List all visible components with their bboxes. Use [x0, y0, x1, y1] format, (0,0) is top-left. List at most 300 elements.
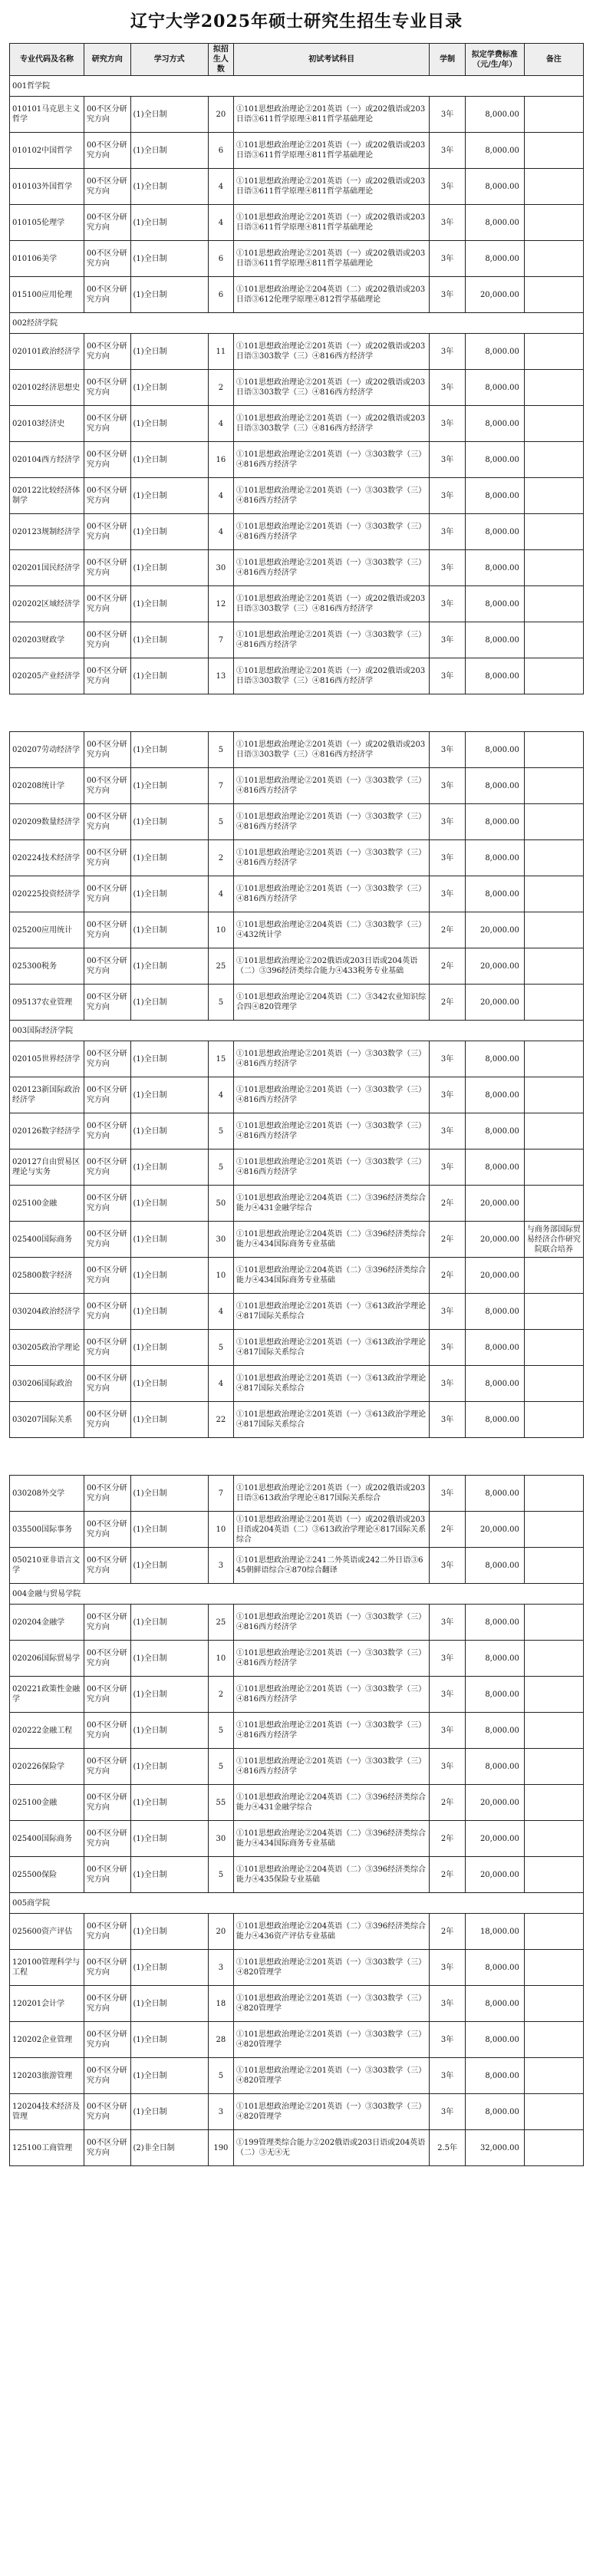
- cell-subj: ①101思想政治理论②201英语（一）或202俄语或203日语③611哲学原理④811哲学基础理论: [233, 169, 430, 205]
- cell-num: 30: [208, 1222, 233, 1258]
- cell-dir: 00不区分研究方向: [84, 277, 130, 313]
- cell-fee: 8,000.00: [465, 2022, 524, 2058]
- cell-dir: 00不区分研究方向: [84, 2058, 130, 2094]
- cell-fee: 8,000.00: [465, 622, 524, 658]
- cell-dir: 00不区分研究方向: [84, 241, 130, 277]
- table-row: [10, 2022, 584, 2058]
- cell-mode: (1)全日制: [130, 1366, 208, 1402]
- cell-len: 3年: [430, 2058, 465, 2094]
- cell-note: [524, 550, 583, 586]
- cell-num: 2: [208, 1677, 233, 1713]
- cell-fee: 8,000.00: [465, 876, 524, 912]
- cell-len: 2.5年: [430, 2130, 465, 2166]
- cell-mode: (1)全日制: [130, 2094, 208, 2130]
- cell-mode: (1)全日制: [130, 912, 208, 948]
- cell-len: 2年: [430, 1222, 465, 1258]
- cell-dir: 00不区分研究方向: [84, 1713, 130, 1749]
- cell-len: 3年: [430, 804, 465, 840]
- cell-dir: 00不区分研究方向: [84, 1512, 130, 1548]
- cell-fee: 8,000.00: [465, 1294, 524, 1330]
- cell-note: [524, 1821, 583, 1857]
- cell-subj: ①101思想政治理论②204英语（二）③396经济类综合能力④436资产评估专业基础: [233, 1914, 430, 1950]
- section-label: 001哲学院: [10, 76, 584, 97]
- cell-code: 120203旅游管理: [10, 2058, 84, 2094]
- cell-note: [524, 1077, 583, 1113]
- cell-num: 5: [208, 804, 233, 840]
- cell-len: 3年: [430, 334, 465, 370]
- cell-note: [524, 1294, 583, 1330]
- cell-code: 010105伦理学: [10, 205, 84, 241]
- cell-code: 020104西方经济学: [10, 442, 84, 478]
- cell-len: 3年: [430, 1113, 465, 1149]
- cell-dir: 00不区分研究方向: [84, 169, 130, 205]
- cell-mode: (1)全日制: [130, 622, 208, 658]
- cell-dir: 00不区分研究方向: [84, 1113, 130, 1149]
- cell-code: 025400国际商务: [10, 1821, 84, 1857]
- cell-subj: ①101思想政治理论②204英语（二）③303数学（三）④432统计学: [233, 912, 430, 948]
- table-row: [10, 912, 584, 948]
- cell-fee: 20,000.00: [465, 1785, 524, 1821]
- section-row: [10, 1893, 584, 1914]
- cell-mode: (1)全日制: [130, 1512, 208, 1548]
- table-row: [10, 1986, 584, 2022]
- cell-note: [524, 334, 583, 370]
- cell-note: [524, 1258, 583, 1294]
- cell-fee: 8,000.00: [465, 406, 524, 442]
- cell-subj: ①101思想政治理论②202俄语或203日语或204英语（二）③396经济类综合能力④433税务专业基础: [233, 948, 430, 985]
- cell-num: 15: [208, 1041, 233, 1077]
- table-row: [10, 804, 584, 840]
- cell-note: [524, 241, 583, 277]
- cell-subj: ①101思想政治理论②201英语（一）③303数学（三）④816西方经济学: [233, 1641, 430, 1677]
- cell-mode: (1)全日制: [130, 1476, 208, 1512]
- cell-note: [524, 2058, 583, 2094]
- cell-mode: (1)全日制: [130, 586, 208, 622]
- cell-num: 5: [208, 1749, 233, 1785]
- cell-note: [524, 1986, 583, 2022]
- cell-mode: (1)全日制: [130, 1713, 208, 1749]
- cell-code: 020206国际贸易学: [10, 1641, 84, 1677]
- table-row: [10, 2130, 584, 2166]
- table-row: [10, 334, 584, 370]
- cell-len: 3年: [430, 406, 465, 442]
- cell-mode: (1)全日制: [130, 1641, 208, 1677]
- cell-dir: 00不区分研究方向: [84, 97, 130, 133]
- cell-note: [524, 370, 583, 406]
- cell-len: 3年: [430, 2022, 465, 2058]
- cell-mode: (1)全日制: [130, 2058, 208, 2094]
- cell-dir: 00不区分研究方向: [84, 406, 130, 442]
- cell-mode: (1)全日制: [130, 1222, 208, 1258]
- cell-subj: ①101思想政治理论②201英语（一）③303数学（三）④820管理学: [233, 2058, 430, 2094]
- table-row: [10, 1476, 584, 1512]
- cell-len: 3年: [430, 205, 465, 241]
- cell-dir: 00不区分研究方向: [84, 1641, 130, 1677]
- cell-num: 13: [208, 658, 233, 694]
- table-row: [10, 1149, 584, 1186]
- header-len: 学制: [430, 44, 465, 76]
- cell-note: [524, 169, 583, 205]
- table-row: [10, 1749, 584, 1785]
- cell-subj: ①101思想政治理论②201英语（一）或202俄语或203日语③303数学（三）④816西方经济学: [233, 658, 430, 694]
- cell-mode: (1)全日制: [130, 1950, 208, 1986]
- cell-len: 3年: [430, 1294, 465, 1330]
- table-row: [10, 241, 584, 277]
- table-row: [10, 169, 584, 205]
- cell-num: 4: [208, 876, 233, 912]
- cell-dir: 00不区分研究方向: [84, 1914, 130, 1950]
- cell-mode: (1)全日制: [130, 1149, 208, 1186]
- table-row: [10, 1785, 584, 1821]
- cell-subj: ①101思想政治理论②201英语（一）③303数学（三）④816西方经济学: [233, 1677, 430, 1713]
- table-row: [10, 97, 584, 133]
- cell-note: [524, 948, 583, 985]
- cell-subj: ①101思想政治理论②201英语（一）③303数学（三）④816西方经济学: [233, 478, 430, 514]
- table-row: [10, 1294, 584, 1330]
- cell-subj: ①101思想政治理论②201英语（一）③613政治学理论④817国际关系综合: [233, 1294, 430, 1330]
- cell-fee: 20,000.00: [465, 277, 524, 313]
- cell-subj: ①101思想政治理论②204英语（二）③396经济类综合能力④431金融学综合: [233, 1186, 430, 1222]
- cell-len: 3年: [430, 2094, 465, 2130]
- cell-code: 030204政治经济学: [10, 1294, 84, 1330]
- cell-subj: ①101思想政治理论②201英语（一）③613政治学理论④817国际关系综合: [233, 1402, 430, 1438]
- cell-dir: 00不区分研究方向: [84, 2130, 130, 2166]
- cell-num: 25: [208, 948, 233, 985]
- table-row: [10, 442, 584, 478]
- cell-subj: ①101思想政治理论②204英语（二）或202俄语或203日语③612伦理学原理④812哲学基础理论: [233, 277, 430, 313]
- cell-note: [524, 1785, 583, 1821]
- cell-num: 28: [208, 2022, 233, 2058]
- cell-num: 4: [208, 406, 233, 442]
- cell-note: [524, 876, 583, 912]
- cell-subj: ①101思想政治理论②201英语（一）或202俄语或203日语③303数学（三）④816西方经济学: [233, 370, 430, 406]
- cell-dir: 00不区分研究方向: [84, 2094, 130, 2130]
- table-row: [10, 1641, 584, 1677]
- cell-len: 3年: [430, 1330, 465, 1366]
- cell-dir: 00不区分研究方向: [84, 1041, 130, 1077]
- table-row: [10, 1041, 584, 1077]
- cell-dir: 00不区分研究方向: [84, 1548, 130, 1584]
- cell-subj: ①101思想政治理论②201英语（一）③613政治学理论④817国际关系综合: [233, 1330, 430, 1366]
- cell-subj: ①101思想政治理论②204英语（二）③396经济类综合能力④435保险专业基础: [233, 1857, 430, 1893]
- table-row: [10, 1605, 584, 1641]
- cell-dir: 00不区分研究方向: [84, 1785, 130, 1821]
- table-row: [10, 205, 584, 241]
- cell-code: 020126数字经济学: [10, 1113, 84, 1149]
- cell-note: [524, 406, 583, 442]
- cell-mode: (1)全日制: [130, 1077, 208, 1113]
- cell-dir: 00不区分研究方向: [84, 2022, 130, 2058]
- table-row: [10, 1222, 584, 1258]
- cell-fee: 32,000.00: [465, 2130, 524, 2166]
- section-label: 003国际经济学院: [10, 1021, 584, 1041]
- cell-note: [524, 1950, 583, 1986]
- cell-mode: (1)全日制: [130, 334, 208, 370]
- cell-subj: ①101思想政治理论②201英语（一）③303数学（三）④820管理学: [233, 2094, 430, 2130]
- cell-dir: 00不区分研究方向: [84, 334, 130, 370]
- cell-subj: ①101思想政治理论②201英语（一）③303数学（三）④816西方经济学: [233, 1149, 430, 1186]
- cell-dir: 00不区分研究方向: [84, 840, 130, 876]
- section-label: 002经济学院: [10, 313, 584, 334]
- cell-code: 020101政治经济学: [10, 334, 84, 370]
- cell-code: 010102中国哲学: [10, 133, 84, 169]
- cell-subj: ①101思想政治理论②201英语（一）③303数学（三）④816西方经济学: [233, 1113, 430, 1149]
- cell-fee: 8,000.00: [465, 205, 524, 241]
- cell-len: 2年: [430, 1186, 465, 1222]
- cell-subj: ①101思想政治理论②201英语（一）或202俄语或203日语③611哲学原理④811哲学基础理论: [233, 97, 430, 133]
- cell-dir: 00不区分研究方向: [84, 1330, 130, 1366]
- cell-mode: (1)全日制: [130, 1857, 208, 1893]
- cell-code: 025800数字经济: [10, 1258, 84, 1294]
- cell-note: [524, 840, 583, 876]
- cell-len: 3年: [430, 1677, 465, 1713]
- cell-code: 120201会计学: [10, 1986, 84, 2022]
- cell-fee: 8,000.00: [465, 169, 524, 205]
- cell-dir: 00不区分研究方向: [84, 1986, 130, 2022]
- cell-fee: 20,000.00: [465, 1857, 524, 1893]
- header-dir: 研究方向: [84, 44, 130, 76]
- cell-mode: (2)非全日制: [130, 2130, 208, 2166]
- cell-dir: 00不区分研究方向: [84, 1186, 130, 1222]
- cell-dir: 00不区分研究方向: [84, 1677, 130, 1713]
- cell-fee: 20,000.00: [465, 1258, 524, 1294]
- cell-fee: 8,000.00: [465, 732, 524, 768]
- cell-dir: 00不区分研究方向: [84, 1821, 130, 1857]
- cell-fee: 8,000.00: [465, 1605, 524, 1641]
- cell-note: [524, 804, 583, 840]
- cell-num: 30: [208, 1821, 233, 1857]
- cell-len: 3年: [430, 514, 465, 550]
- cell-subj: ①101思想政治理论②201英语（一）③303数学（三）④816西方经济学: [233, 768, 430, 804]
- cell-subj: ①101思想政治理论②201英语（一）③303数学（三）④820管理学: [233, 1986, 430, 2022]
- cell-note: [524, 1914, 583, 1950]
- cell-dir: 00不区分研究方向: [84, 622, 130, 658]
- table-row: [10, 732, 584, 768]
- cell-len: 3年: [430, 97, 465, 133]
- cell-note: [524, 985, 583, 1021]
- cell-num: 3: [208, 2094, 233, 2130]
- cell-code: 025100金融: [10, 1785, 84, 1821]
- cell-subj: ①101思想政治理论②201英语（一）③303数学（三）④816西方经济学: [233, 1041, 430, 1077]
- table-row: [10, 1366, 584, 1402]
- cell-num: 22: [208, 1402, 233, 1438]
- cell-subj: ①101思想政治理论②201英语（一）③303数学（三）④820管理学: [233, 1950, 430, 1986]
- cell-len: 3年: [430, 622, 465, 658]
- cell-num: 4: [208, 1366, 233, 1402]
- cell-mode: (1)全日制: [130, 478, 208, 514]
- cell-dir: 00不区分研究方向: [84, 1950, 130, 1986]
- cell-code: 020105世界经济学: [10, 1041, 84, 1077]
- cell-mode: (1)全日制: [130, 1258, 208, 1294]
- cell-code: 020203财政学: [10, 622, 84, 658]
- cell-len: 3年: [430, 1950, 465, 1986]
- cell-fee: 8,000.00: [465, 1677, 524, 1713]
- cell-fee: 8,000.00: [465, 1113, 524, 1149]
- cell-code: 050210亚非语言文学: [10, 1548, 84, 1584]
- cell-subj: ①101思想政治理论②201英语（一）③303数学（三）④816西方经济学: [233, 1605, 430, 1641]
- cell-num: 50: [208, 1186, 233, 1222]
- cell-num: 5: [208, 1113, 233, 1149]
- cell-subj: ①101思想政治理论②201英语（一）③613政治学理论④817国际关系综合: [233, 1366, 430, 1402]
- table-row: [10, 550, 584, 586]
- cell-num: 10: [208, 1512, 233, 1548]
- cell-note: [524, 2094, 583, 2130]
- cell-len: 3年: [430, 478, 465, 514]
- cell-fee: 8,000.00: [465, 768, 524, 804]
- cell-fee: 8,000.00: [465, 1749, 524, 1785]
- table-row: [10, 1402, 584, 1438]
- table-row: [10, 1857, 584, 1893]
- table-row: [10, 1077, 584, 1113]
- cell-num: 20: [208, 1914, 233, 1950]
- cell-subj: ①101思想政治理论②201英语（一）③303数学（三）④816西方经济学: [233, 1749, 430, 1785]
- cell-num: 30: [208, 550, 233, 586]
- cell-mode: (1)全日制: [130, 514, 208, 550]
- cell-num: 5: [208, 985, 233, 1021]
- cell-mode: (1)全日制: [130, 840, 208, 876]
- cell-fee: 8,000.00: [465, 1041, 524, 1077]
- cell-fee: 18,000.00: [465, 1914, 524, 1950]
- cell-dir: 00不区分研究方向: [84, 550, 130, 586]
- cell-dir: 00不区分研究方向: [84, 1258, 130, 1294]
- cell-fee: 8,000.00: [465, 2094, 524, 2130]
- cell-dir: 00不区分研究方向: [84, 658, 130, 694]
- cell-code: 030206国际政治: [10, 1366, 84, 1402]
- cell-fee: 8,000.00: [465, 1077, 524, 1113]
- cell-mode: (1)全日制: [130, 406, 208, 442]
- cell-len: 2年: [430, 1821, 465, 1857]
- cell-note: [524, 133, 583, 169]
- cell-num: 20: [208, 97, 233, 133]
- catalog-table: [9, 731, 584, 1438]
- cell-code: 095137农业管理: [10, 985, 84, 1021]
- cell-num: 18: [208, 1986, 233, 2022]
- table-row: [10, 2094, 584, 2130]
- cell-code: 020122比较经济体制学: [10, 478, 84, 514]
- cell-note: [524, 277, 583, 313]
- cell-num: 11: [208, 334, 233, 370]
- cell-code: 010101马克思主义哲学: [10, 97, 84, 133]
- cell-note: [524, 2130, 583, 2166]
- header-mode: 学习方式: [130, 44, 208, 76]
- cell-dir: 00不区分研究方向: [84, 1857, 130, 1893]
- cell-len: 3年: [430, 1077, 465, 1113]
- cell-dir: 00不区分研究方向: [84, 1605, 130, 1641]
- cell-len: 3年: [430, 1548, 465, 1584]
- cell-fee: 20,000.00: [465, 912, 524, 948]
- cell-mode: (1)全日制: [130, 169, 208, 205]
- cell-subj: ①101思想政治理论②201英语（一）③303数学（三）④816西方经济学: [233, 804, 430, 840]
- cell-note: [524, 1713, 583, 1749]
- cell-len: 3年: [430, 1041, 465, 1077]
- cell-mode: (1)全日制: [130, 1402, 208, 1438]
- cell-dir: 00不区分研究方向: [84, 1222, 130, 1258]
- cell-dir: 00不区分研究方向: [84, 1149, 130, 1186]
- cell-len: 3年: [430, 442, 465, 478]
- cell-num: 6: [208, 133, 233, 169]
- cell-fee: 8,000.00: [465, 1986, 524, 2022]
- table-row: [10, 586, 584, 622]
- cell-len: 2年: [430, 1857, 465, 1893]
- cell-note: [524, 1476, 583, 1512]
- cell-len: 3年: [430, 840, 465, 876]
- cell-num: 10: [208, 1641, 233, 1677]
- table-row: [10, 1950, 584, 1986]
- cell-subj: ①101思想政治理论②204英语（二）③396经济类综合能力④434国际商务专业基础: [233, 1821, 430, 1857]
- table-row: [10, 1548, 584, 1584]
- cell-mode: (1)全日制: [130, 97, 208, 133]
- table-row: [10, 277, 584, 313]
- cell-dir: 00不区分研究方向: [84, 1294, 130, 1330]
- cell-len: 2年: [430, 1914, 465, 1950]
- cell-note: [524, 1366, 583, 1402]
- table-row: [10, 478, 584, 514]
- cell-note: [524, 1641, 583, 1677]
- table-row: [10, 1330, 584, 1366]
- cell-num: 2: [208, 370, 233, 406]
- cell-subj: ①101思想政治理论②201英语（一）或202俄语或203日语③611哲学原理④811哲学基础理论: [233, 205, 430, 241]
- cell-code: 025100金融: [10, 1186, 84, 1222]
- cell-subj: ①101思想政治理论②201英语（一）或202俄语或203日语或204英语（二）③613政治学理论④817国际关系综合: [233, 1512, 430, 1548]
- cell-len: 3年: [430, 768, 465, 804]
- cell-fee: 8,000.00: [465, 442, 524, 478]
- cell-mode: (1)全日制: [130, 768, 208, 804]
- cell-mode: (1)全日制: [130, 442, 208, 478]
- cell-len: 2年: [430, 912, 465, 948]
- table-row: [10, 1512, 584, 1548]
- cell-num: 7: [208, 1476, 233, 1512]
- cell-mode: (1)全日制: [130, 1986, 208, 2022]
- catalog-blocks: [9, 43, 584, 2166]
- cell-code: 120100管理科学与工程: [10, 1950, 84, 1986]
- cell-mode: (1)全日制: [130, 1330, 208, 1366]
- cell-num: 4: [208, 478, 233, 514]
- table-row: [10, 768, 584, 804]
- page-break: [9, 694, 584, 731]
- cell-note: [524, 1749, 583, 1785]
- cell-mode: (1)全日制: [130, 2022, 208, 2058]
- cell-code: 120204技术经济及管理: [10, 2094, 84, 2130]
- page-title: 辽宁大学2025年硕士研究生招生专业目录: [130, 12, 463, 31]
- cell-code: 030207国际关系: [10, 1402, 84, 1438]
- cell-num: 4: [208, 514, 233, 550]
- cell-code: 020222金融工程: [10, 1713, 84, 1749]
- cell-code: 020225投资经济学: [10, 876, 84, 912]
- section-row: [10, 313, 584, 334]
- cell-fee: 8,000.00: [465, 1950, 524, 1986]
- cell-subj: ①101思想政治理论②204英语（二）③342农业知识综合四④820管理学: [233, 985, 430, 1021]
- cell-fee: 20,000.00: [465, 985, 524, 1021]
- page-break: [9, 1438, 584, 1475]
- cell-code: 010106美学: [10, 241, 84, 277]
- cell-len: 3年: [430, 550, 465, 586]
- cell-mode: (1)全日制: [130, 550, 208, 586]
- cell-num: 7: [208, 768, 233, 804]
- cell-len: 3年: [430, 876, 465, 912]
- cell-fee: 8,000.00: [465, 514, 524, 550]
- cell-num: 4: [208, 1294, 233, 1330]
- cell-dir: 00不区分研究方向: [84, 442, 130, 478]
- cell-mode: (1)全日制: [130, 658, 208, 694]
- cell-fee: 8,000.00: [465, 133, 524, 169]
- table-row: [10, 985, 584, 1021]
- cell-num: 55: [208, 1785, 233, 1821]
- cell-num: 16: [208, 442, 233, 478]
- cell-num: 4: [208, 169, 233, 205]
- cell-code: 020202区域经济学: [10, 586, 84, 622]
- table-row: [10, 1914, 584, 1950]
- cell-subj: ①101思想政治理论②201英语（一）③303数学（三）④816西方经济学: [233, 876, 430, 912]
